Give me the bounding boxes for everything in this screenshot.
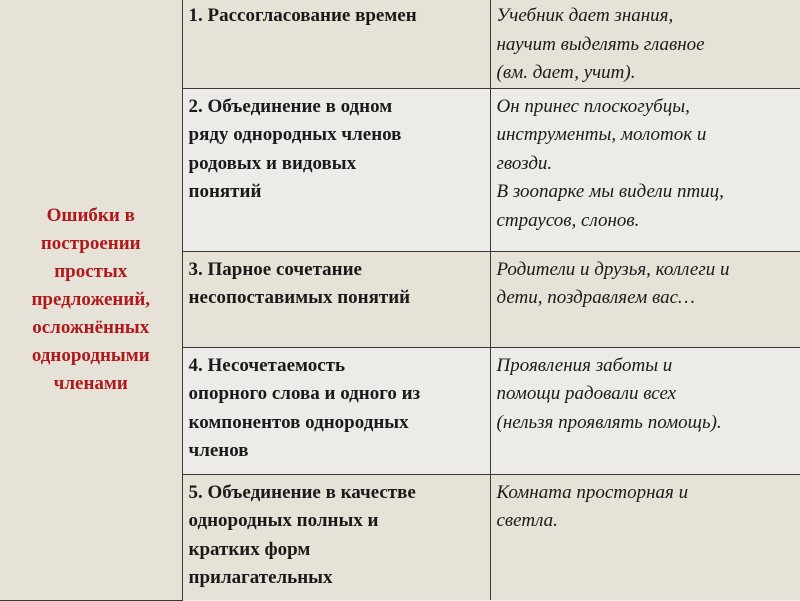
error-type-3: 3. Парное сочетание несопоставимых понятий (188, 258, 411, 308)
category-cell (0, 0, 182, 600)
error-type-cell (182, 88, 490, 251)
example-3: Родители и друзья, коллеги и дети, поздравляем вас… (496, 258, 730, 308)
error-type-cell (182, 347, 490, 474)
example-2: Он принес плоскогубцы, инструменты, молоток и гвозди. В зоопарке мы видели птиц, страусов, слонов. (496, 95, 724, 231)
error-type-4: 4. Несочетаемость опорного слова и одного из компонентов однородных членов (188, 354, 421, 461)
error-type-cell (182, 474, 490, 600)
example-cell (490, 474, 800, 600)
table-row (0, 0, 800, 88)
error-type-2: 2. Объединение в одном ряду однородных членов родовых и видовых понятий (188, 95, 402, 202)
example-cell (490, 0, 800, 88)
example-5: Комната просторная и светла. (496, 481, 689, 531)
example-cell (490, 347, 800, 474)
error-type-cell (182, 251, 490, 347)
error-type-5: 5. Объединение в качестве однородных полных и кратких форм прилагательных (188, 481, 416, 588)
error-type-1: 1. Рассогласование времен (188, 5, 417, 26)
example-4: Проявления заботы и помощи радовали всех (нельзя проявлять помощь). (496, 354, 722, 433)
error-type-cell (182, 0, 490, 88)
category-title: Ошибки в построении простых предложений, осложнённых однородными членами (31, 204, 151, 394)
example-cell (490, 88, 800, 251)
example-cell (490, 251, 800, 347)
example-1: Учебник дает знания, научит выделять главное (вм. дает, учит). (496, 5, 705, 83)
